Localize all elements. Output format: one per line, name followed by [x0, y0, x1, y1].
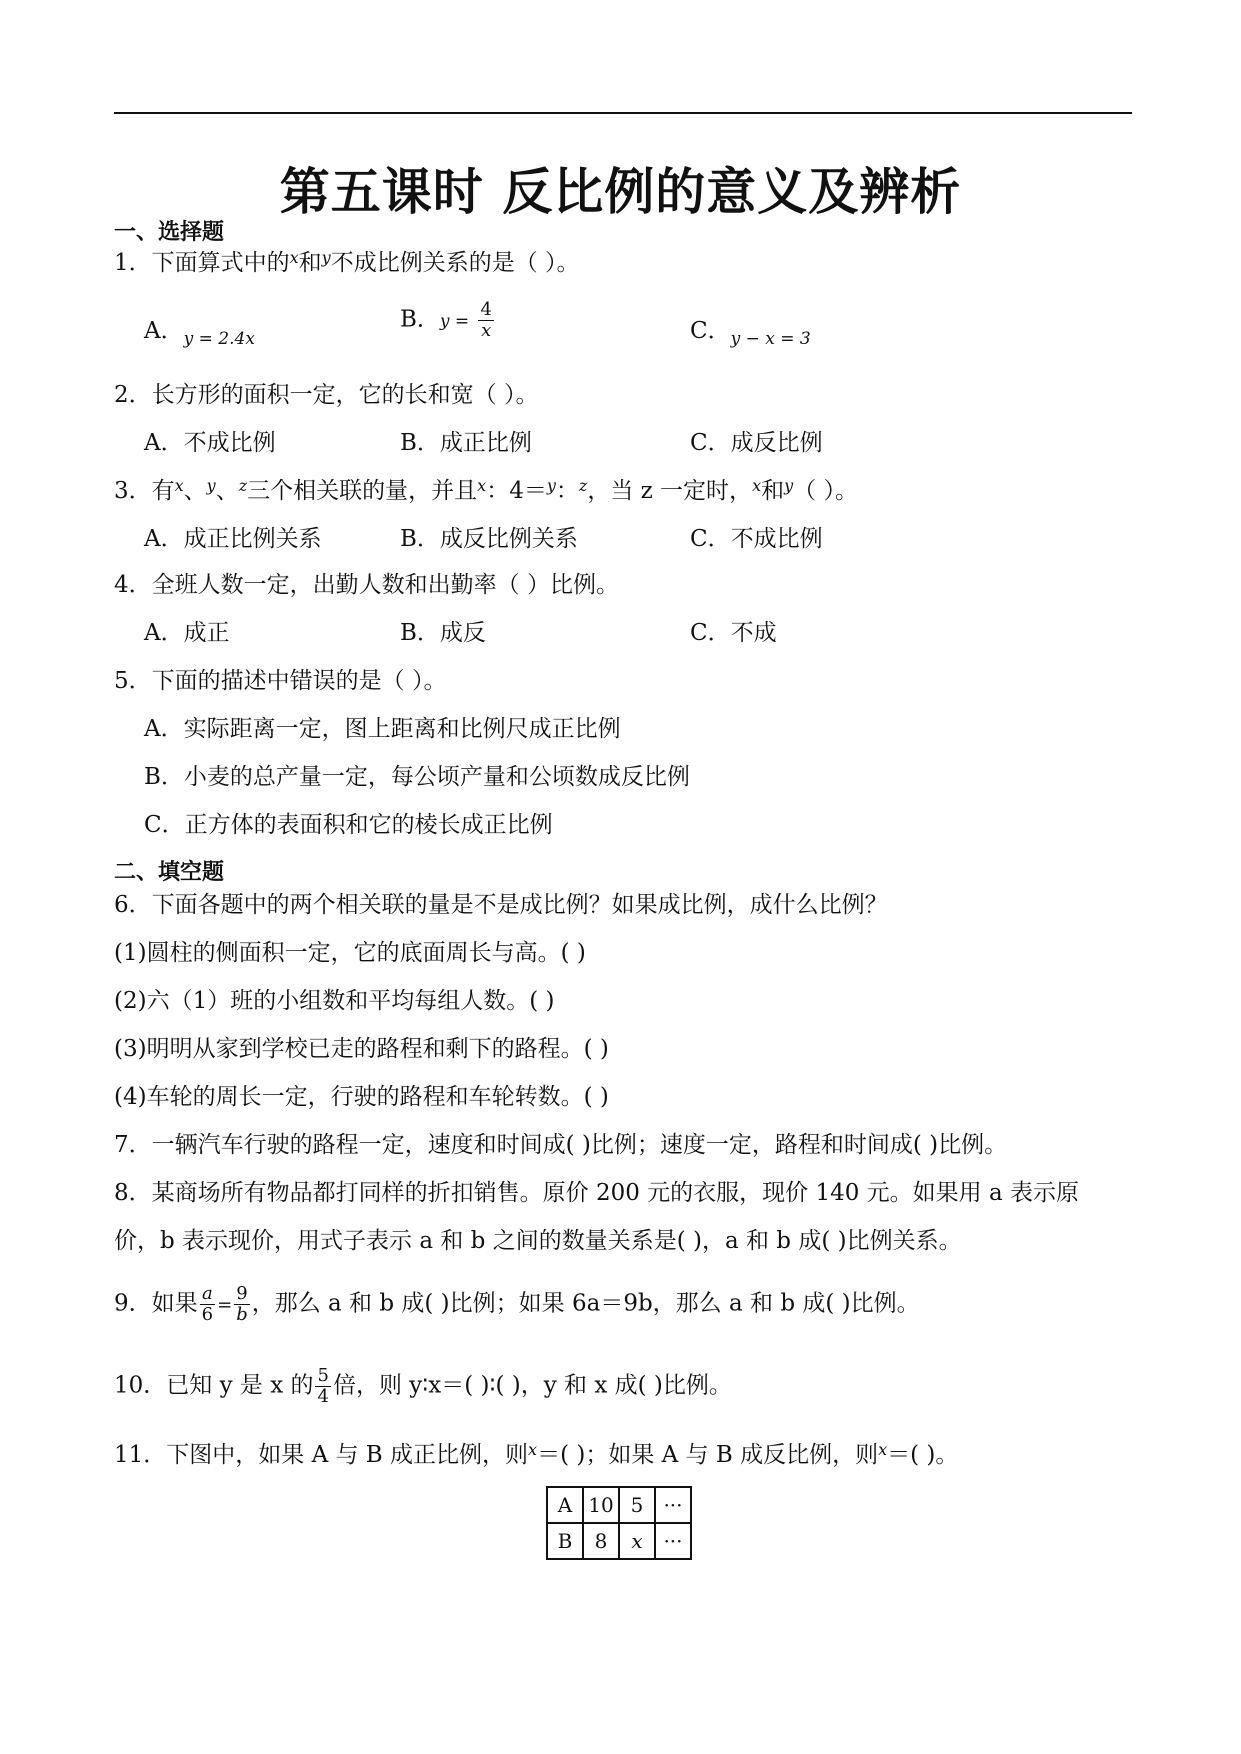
question-11: 11．下图中，如果 A 与 B 成正比例，则$^x$＝( )；如果 A 与 B 成反比例，则$^x$＝( )。 — [114, 1440, 959, 1468]
question-2-option-b: B．成正比例 — [400, 430, 532, 456]
table-cell: B — [547, 1523, 583, 1559]
question-5-stem: 5．下面的描述中错误的是（ ）。 — [114, 668, 447, 694]
question-2-stem: 2．长方形的面积一定，它的长和宽（ ）。 — [114, 382, 539, 408]
question-4-option-c: C．不成 — [690, 620, 777, 646]
table-row-b — [547, 1523, 691, 1559]
question-7: 7．一辆汽车行驶的路程一定，速度和时间成( )比例；速度一定，路程和时间成( )比例。 — [114, 1132, 1008, 1158]
question-1-option-c: C．$_{y - x = 3}$ — [690, 318, 811, 349]
question-5-option-a: A．实际距离一定，图上距离和比例尺成正比例 — [144, 716, 621, 742]
question-6-part-3: (3)明明从家到学校已走的路程和剩下的路程。( ) — [114, 1036, 609, 1062]
table-cell: 5 — [619, 1487, 655, 1523]
question-4-option-a: A．成正 — [144, 620, 230, 646]
section-heading-choice: 一、选择题 — [114, 220, 225, 245]
question-4-option-b: B．成反 — [400, 620, 486, 646]
question-5-option-b: B．小麦的总产量一定，每公顷产量和公顷数成反比例 — [144, 764, 690, 790]
table-cell: 8 — [583, 1523, 619, 1559]
fraction-9-over-b: $\frac{9}{b}$ — [236, 1283, 248, 1325]
page-title: 第五课时 反比例的意义及辨析 — [279, 163, 962, 221]
fraction-5-over-4: $\frac{5}{4}$ — [317, 1365, 329, 1407]
table-cell: x — [619, 1523, 655, 1559]
question-5-option-c: C．正方体的表面积和它的棱长成正比例 — [144, 812, 553, 838]
question-10: 10．已知 y 是 x 的 $\frac{5}{4}$ 倍，则 y∶x＝( )∶( )，y 和 x 成( )比例。 — [114, 1365, 732, 1407]
question-1-option-a: A．$_{y = 2.4x}$ — [144, 318, 255, 349]
question-9: 9．如果 $\frac{a}{6}$ = $\frac{9}{b}$ ，那么 a 和 b 成( )比例；如果 6a＝9b，那么 a 和 b 成( )比例。 — [114, 1283, 920, 1325]
question-3-option-a: A．成正比例关系 — [144, 526, 322, 552]
table-cell: A — [547, 1487, 583, 1523]
question-3-stem: 3．有$^x$、$^y$、$^z$三个相关联的量，并且$^x$：4＝$^y$：$^z$，当 z 一定时，$^x$和$^y$（ ）。 — [114, 476, 858, 504]
fraction-a-over-6: $\frac{a}{6}$ — [201, 1283, 214, 1325]
question-1-stem: 1．下面算式中的$^x$和$^y$不成比例关系的是（ ）。 — [114, 248, 580, 276]
question-3-option-c: C．不成比例 — [690, 526, 823, 552]
table-cell: ··· — [655, 1487, 691, 1523]
question-6-part-1: (1)圆柱的侧面积一定，它的底面周长与高。( ) — [114, 940, 586, 966]
question-1-option-b: B．y = $\frac{4}{x}$ — [400, 299, 492, 341]
table-row-a — [547, 1487, 691, 1523]
a-b-value-table — [546, 1486, 692, 1560]
question-2-option-a: A．不成比例 — [144, 430, 276, 456]
table-cell: ··· — [655, 1523, 691, 1559]
section-heading-fill: 二、填空题 — [114, 860, 225, 885]
table-cell: 10 — [583, 1487, 619, 1523]
question-8-line-1: 8．某商场所有物品都打同样的折扣销售。原价 200 元的衣服，现价 140 元。如果用 a 表示原 — [114, 1180, 1080, 1206]
question-4-stem: 4．全班人数一定，出勤人数和出勤率（ ）比例。 — [114, 572, 619, 598]
question-3-option-b: B．成反比例关系 — [400, 526, 578, 552]
fraction-4-over-x: $\frac{4}{x}$ — [480, 299, 492, 341]
top-rule — [114, 112, 1132, 114]
question-6-part-4: (4)车轮的周长一定，行驶的路程和车轮转数。( ) — [114, 1084, 609, 1110]
question-6-part-2: (2)六（1）班的小组数和平均每组人数。( ) — [114, 988, 555, 1014]
question-8-line-2: 价，b 表示现价，用式子表示 a 和 b 之间的数量关系是( )，a 和 b 成( )比例关系。 — [114, 1228, 962, 1254]
question-2-option-c: C．成反比例 — [690, 430, 823, 456]
question-6-stem: 6．下面各题中的两个相关联的量是不是成比例？如果成比例，成什么比例？ — [114, 892, 888, 918]
